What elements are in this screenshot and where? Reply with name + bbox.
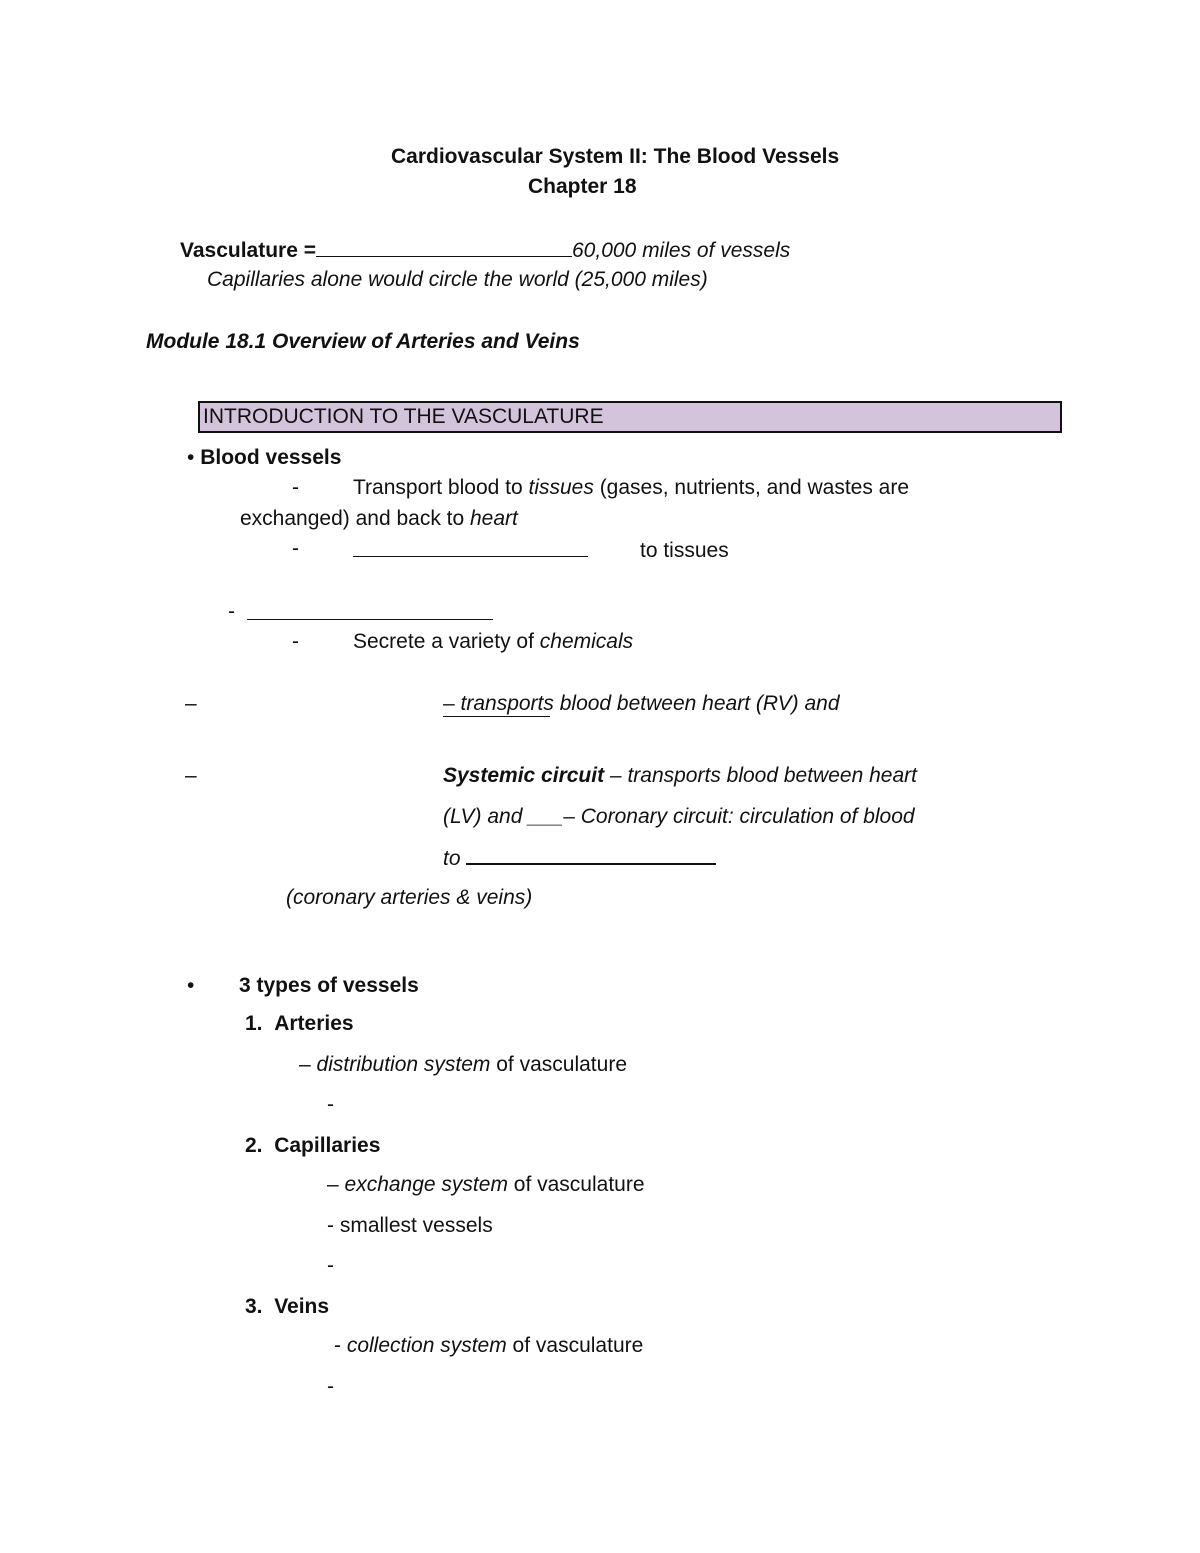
systemic-text: – transports blood between heart: [604, 764, 917, 787]
endash-marker: –: [185, 764, 197, 787]
systemic-line2: (LV) and ___– Coronary circuit: circulation of blood: [443, 805, 915, 828]
secrete-text: Secrete a variety of: [353, 630, 540, 653]
types-heading: 3 types of vessels: [239, 974, 419, 997]
of-vasculature-text: of vasculature: [507, 1173, 645, 1196]
systemic-line1: [443, 763, 917, 788]
dash-marker: -: [292, 630, 299, 653]
capillaries-heading: [245, 1133, 380, 1158]
page-title: Cardiovascular System II: The Blood Vessels: [391, 145, 840, 168]
heart-text: heart: [470, 507, 518, 530]
vasculature-blank: [316, 236, 572, 257]
blood-vessels-label: Blood vessels: [200, 446, 342, 469]
collection-system-text: collection system: [346, 1334, 507, 1357]
of-vasculature-text: of vasculature: [490, 1053, 627, 1076]
fill-blank: [353, 536, 588, 557]
arteries-name: Arteries: [274, 1012, 354, 1035]
tissues-text: tissues: [528, 476, 594, 499]
fill-blank: [466, 843, 716, 865]
module-heading: Module 18.1 Overview of Arteries and Veins: [146, 330, 580, 353]
capillaries-desc: [327, 1172, 645, 1197]
exchanged-text: exchanged) and back to: [240, 507, 470, 530]
pulmonary-text: – transports blood between heart (RV) and: [443, 692, 840, 715]
dash-marker: -: [292, 476, 299, 499]
arteries-desc: [299, 1052, 627, 1077]
distribution-system-text: distribution system: [316, 1053, 491, 1076]
chemicals-text: chemicals: [539, 630, 634, 653]
dash-marker: -: [327, 1375, 334, 1398]
transport-item: [353, 475, 909, 500]
dash-text: -: [334, 1334, 347, 1357]
arteries-heading: [245, 1011, 354, 1036]
smallest-vessels: - smallest vessels: [327, 1214, 493, 1237]
veins-heading: [245, 1294, 329, 1319]
blood-vessels-heading: [187, 445, 341, 470]
bullet-icon: •: [187, 974, 195, 997]
dash-marker: -: [327, 1093, 334, 1116]
dash-text: –: [299, 1053, 317, 1076]
coronary-note: (coronary arteries & veins): [286, 886, 533, 909]
section-header-label: INTRODUCTION TO THE VASCULATURE: [203, 405, 604, 428]
bullet-icon: •: [187, 446, 195, 469]
exchange-system-text: exchange system: [344, 1173, 508, 1196]
fill-blank-row: [247, 599, 493, 626]
secrete-item: [353, 629, 633, 654]
dash-marker: -: [327, 1254, 334, 1277]
veins-desc: [334, 1333, 643, 1358]
arteries-number: 1.: [245, 1012, 263, 1035]
dash-marker: -: [292, 537, 299, 560]
to-text: to: [443, 847, 467, 870]
capillaries-note: Capillaries alone would circle the world (25,000 miles): [207, 268, 708, 291]
veins-name: Veins: [274, 1295, 330, 1318]
dash-marker: -: [228, 600, 235, 623]
vasculature-miles: 60,000 miles of vessels: [572, 239, 791, 262]
vasculature-line: [180, 236, 790, 263]
capillaries-name: Capillaries: [274, 1134, 381, 1157]
vasculature-term: Vasculature =: [180, 239, 316, 262]
transport-text-cont: (gases, nutrients, and wastes are: [593, 476, 910, 499]
systemic-label: Systemic circuit: [443, 764, 605, 787]
transport-text: Transport blood to: [353, 476, 529, 499]
section-header-box: [198, 401, 1062, 433]
to-tissues-text: to tissues: [640, 539, 729, 562]
endash-marker: –: [185, 692, 197, 715]
dash-text: –: [327, 1173, 345, 1196]
veins-number: 3.: [245, 1295, 263, 1318]
pulmonary-blank: [443, 716, 550, 717]
of-vasculature-text: of vasculature: [506, 1334, 644, 1357]
systemic-line3: [443, 843, 716, 871]
to-tissues-item: [353, 536, 729, 563]
fill-blank: [247, 599, 493, 620]
chapter-label: Chapter 18: [528, 175, 637, 198]
capillaries-number: 2.: [245, 1134, 263, 1157]
transport-item-line2: [240, 506, 518, 531]
